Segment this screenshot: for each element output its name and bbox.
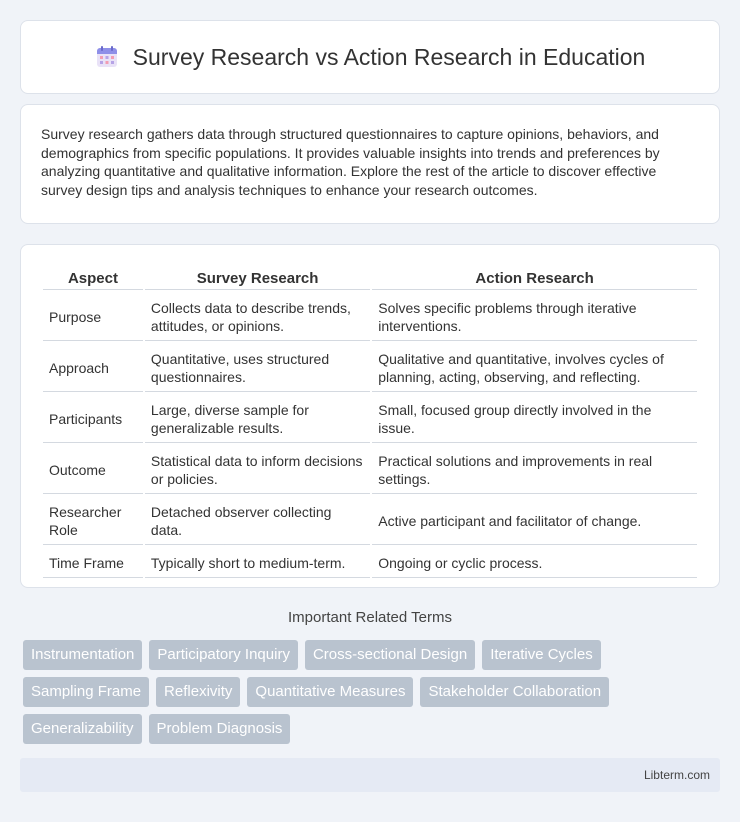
table-cell-survey: Typically short to medium-term. [145,547,370,578]
header-card [20,20,720,94]
table-cell-aspect: Time Frame [43,547,143,578]
tag-participatory-inquiry[interactable]: Participatory Inquiry [149,640,298,670]
tag-generalizability[interactable]: Generalizability [23,714,142,744]
tag-cross-sectional-design[interactable]: Cross-sectional Design [305,640,475,670]
table-row [43,445,697,494]
calendar-icon [95,45,119,69]
tag-iterative-cycles[interactable]: Iterative Cycles [482,640,601,670]
related-terms-tags [23,640,723,744]
table-row [43,343,697,392]
table-cell-aspect: Researcher Role [43,496,143,545]
table-cell-survey: Collects data to describe trends, attitudes, or opinions. [145,292,370,341]
table-row [43,496,697,545]
table-cell-survey: Statistical data to inform decisions or policies. [145,445,370,494]
tag-stakeholder-collaboration[interactable]: Stakeholder Collaboration [420,677,609,707]
tag-quantitative-measures[interactable]: Quantitative Measures [247,677,413,707]
table-header-row [43,267,697,290]
table-cell-action: Small, focused group directly involved in the issue. [372,394,697,443]
tag-reflexivity[interactable]: Reflexivity [156,677,240,707]
column-header-aspect: Aspect [43,267,143,290]
table-cell-action: Ongoing or cyclic process. [372,547,697,578]
table-cell-aspect: Approach [43,343,143,392]
column-header-survey: Survey Research [145,267,370,290]
table-cell-action: Active participant and facilitator of change. [372,496,697,545]
table-cell-aspect: Participants [43,394,143,443]
table-cell-action: Qualitative and quantitative, involves cycles of planning, acting, observing, and reflecting. [372,343,697,392]
table-cell-aspect: Outcome [43,445,143,494]
table-row [43,547,697,578]
intro-paragraph: Survey research gathers data through structured questionnaires to capture opinions, behaviors, and demographics from specific populations. It provides valuable insights into trends and preferences by analyzing quantitative and qualitative information. Explore the rest of the article to discover effective survey design tips and analysis techniques to enhance your research outcomes. [41,126,660,198]
page-title: Survey Research vs Action Research in Education [132,43,646,70]
table-row [43,394,697,443]
tag-sampling-frame[interactable]: Sampling Frame [23,677,149,707]
tag-problem-diagnosis[interactable]: Problem Diagnosis [149,714,291,744]
table-cell-action: Practical solutions and improvements in real settings. [372,445,697,494]
tag-instrumentation[interactable]: Instrumentation [23,640,142,670]
comparison-card [20,244,720,588]
table-cell-action: Solves specific problems through iterative interventions. [372,292,697,341]
table-row [43,292,697,341]
comparison-table [41,265,699,580]
column-header-action: Action Research [372,267,697,290]
table-cell-survey: Quantitative, uses structured questionnaires. [145,343,370,392]
related-terms-title: Important Related Terms [288,609,452,626]
title-wrap [95,44,646,71]
table-cell-survey: Detached observer collecting data. [145,496,370,545]
table-cell-aspect: Purpose [43,292,143,341]
footer-site-link[interactable]: Libterm.com [643,768,710,782]
footer [20,758,720,792]
intro-card [20,104,720,224]
table-cell-survey: Large, diverse sample for generalizable results. [145,394,370,443]
